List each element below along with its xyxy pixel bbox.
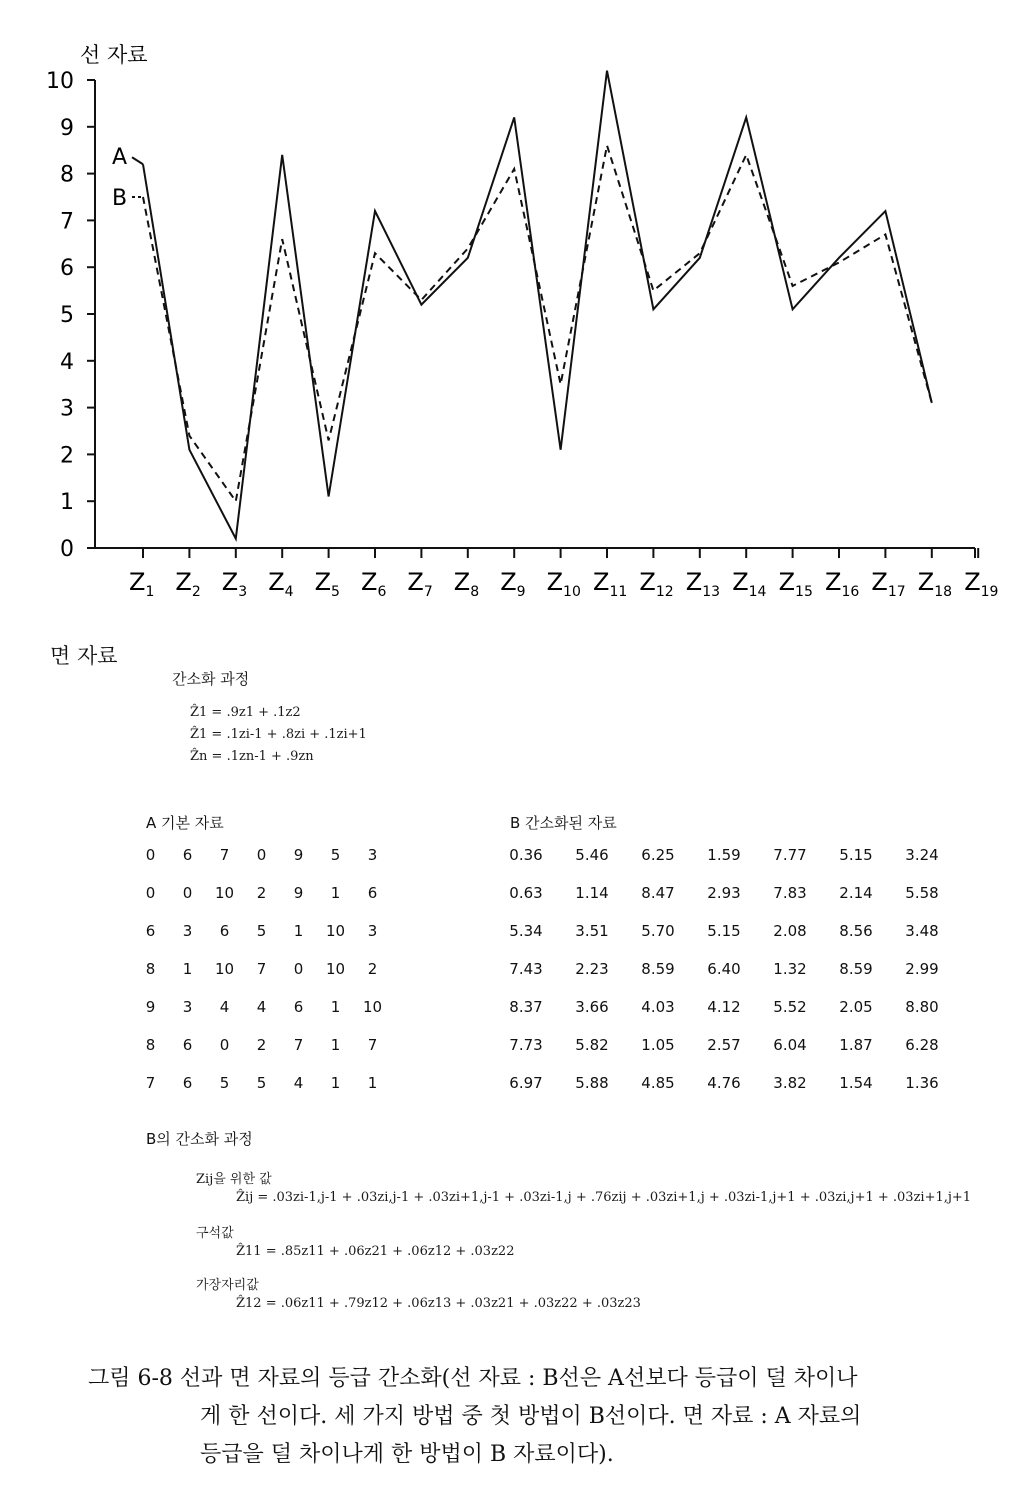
x-tick-label: $Z_{14}$ [732, 568, 767, 600]
corner-formula: Ẑ11 = .85z11 + .06z21 + .06z12 + .03z22 [236, 1244, 515, 1259]
table-a-cell: 1 [367, 1074, 378, 1092]
table-a-cell: 3 [182, 998, 193, 1016]
y-tick-label: 8 [60, 162, 74, 188]
y-tick-label: 9 [60, 115, 74, 141]
table-b-cell: 0.63 [509, 884, 543, 902]
table-a-cell: 0 [293, 960, 304, 978]
table-b-row [493, 950, 955, 988]
table-b-cell: 6.28 [905, 1036, 939, 1054]
table-b-row [493, 1026, 955, 1064]
table-a-cell: 1 [330, 1036, 341, 1054]
series-label-b: B [112, 186, 128, 211]
x-tick-label: $Z_7$ [407, 568, 433, 600]
table-b-cell: 5.58 [905, 884, 939, 902]
table-a-cell: 6 [367, 884, 378, 902]
table-a-cell: 5 [256, 1074, 267, 1092]
table-a-cell: 9 [293, 884, 304, 902]
table-a-row [132, 1064, 391, 1102]
table-a-row [132, 1026, 391, 1064]
y-axis-label: 선 자료 [80, 43, 148, 67]
table-b-cell: 8.47 [641, 884, 675, 902]
x-tick-label: $Z_{17}$ [871, 568, 906, 600]
x-tick-label: $Z_6$ [361, 568, 387, 600]
table-b-cell: 4.85 [641, 1074, 675, 1092]
series-line-A [143, 71, 932, 539]
x-tick-label: $Z_{18}$ [917, 568, 953, 600]
table-b-cell: 8.56 [839, 922, 873, 940]
y-tick-label: 5 [60, 303, 74, 328]
table-b-cell: 2.99 [905, 960, 939, 978]
table-a-cell: 1 [330, 1074, 341, 1092]
table-a-cell: 4 [219, 998, 230, 1016]
table-a-cell: 7 [367, 1036, 378, 1054]
process-formula: Ẑ1 = .1zi-1 + .8zi + .1zi+1 [190, 727, 367, 742]
x-tick-label: $Z_9$ [500, 568, 526, 600]
line-chart [0, 0, 1022, 630]
table-b-cell: 7.83 [773, 884, 807, 902]
table-a-cell: 0 [182, 884, 193, 902]
table-a-cell: 1 [330, 884, 341, 902]
table-a-cell: 5 [219, 1074, 230, 1092]
table-a-cell: 10 [325, 922, 346, 940]
area-data-heading: 면 자료 [50, 644, 118, 668]
table-b-cell: 2.14 [839, 884, 873, 902]
table-b-row [493, 912, 955, 950]
series-label-a-leader [132, 157, 143, 164]
table-b-cell: 5.70 [641, 922, 675, 940]
caption-line: 그림 6-8 선과 면 자료의 등급 간소화(선 자료 : B선은 A선보다 등급이 덜 차이나 [88, 1366, 858, 1391]
x-tick-label: $Z_8$ [453, 568, 480, 600]
x-tick-label: $Z_2$ [175, 568, 201, 600]
table-a-cell: 3 [367, 922, 378, 940]
table-a-cell: 6 [182, 1036, 193, 1054]
table-a-row [132, 874, 391, 912]
table-a-cell: 6 [182, 846, 193, 864]
x-tick-label: $Z_4$ [268, 568, 294, 600]
b-process-title: B의 간소화 과정 [146, 1130, 253, 1148]
x-tick-label: $Z_{19}$ [964, 568, 999, 600]
table-b-cell: 1.54 [839, 1074, 873, 1092]
table-b-cell: 8.80 [905, 998, 939, 1016]
table-b-cell: 2.57 [707, 1036, 741, 1054]
table-b-cell: 4.03 [641, 998, 675, 1016]
y-tick-label: 0 [60, 537, 74, 562]
table-b-row [493, 836, 955, 874]
y-tick-label: 7 [60, 209, 74, 235]
table-b-cell: 6.25 [641, 846, 675, 864]
table-b-cell: 5.88 [575, 1074, 609, 1092]
process-formulas [190, 702, 367, 768]
x-tick-label: $Z_{13}$ [685, 568, 721, 600]
table-a-cell: 10 [214, 884, 235, 902]
table-a-cell: 7 [256, 960, 267, 978]
caption-line: 게 한 선이다. 세 가지 방법 중 첫 방법이 B선이다. 면 자료 : A 자료의 [200, 1404, 862, 1429]
table-b [493, 836, 955, 1102]
table-a-row [132, 950, 391, 988]
process-formula: Ẑn = .1zn-1 + .9zn [190, 749, 314, 764]
y-tick-label: 4 [60, 349, 74, 375]
table-a [132, 836, 391, 1102]
x-tick-label: $Z_1$ [129, 568, 155, 600]
zij-formula: Ẑij = .03zi-1,j-1 + .03zi,j-1 + .03zi+1,j-1 + .03zi-1,j + .76zij + .03zi+1,j + .03zi-1,j+1 + .03zi,j+1 + .03zi+1,j+1 [236, 1190, 972, 1205]
series-label-a: A [112, 145, 128, 171]
table-b-cell: 7.43 [509, 960, 543, 978]
table-a-cell: 9 [145, 998, 156, 1016]
table-a-cell: 10 [214, 960, 235, 978]
table-b-cell: 2.23 [575, 960, 609, 978]
table-b-cell: 4.76 [707, 1074, 741, 1092]
process-title: 간소화 과정 [172, 670, 250, 688]
table-b-cell: 1.14 [575, 884, 609, 902]
table-b-cell: 2.93 [707, 884, 741, 902]
table-b-cell: 7.77 [773, 846, 807, 864]
table-b-cell: 1.32 [773, 960, 807, 978]
table-a-cell: 10 [325, 960, 346, 978]
table-b-cell: 5.15 [839, 846, 873, 864]
table-a-cell: 8 [145, 960, 156, 978]
table-b-cell: 1.36 [905, 1074, 939, 1092]
table-b-row [493, 874, 955, 912]
table-b-cell: 6.97 [509, 1074, 543, 1092]
table-b-cell: 3.66 [575, 998, 609, 1016]
table-a-cell: 0 [145, 846, 156, 864]
table-b-cell: 2.08 [773, 922, 807, 940]
table-a-cell: 0 [256, 846, 267, 864]
y-tick-label: 10 [46, 69, 74, 94]
table-a-cell: 2 [256, 1036, 267, 1054]
table-b-cell: 5.46 [575, 846, 609, 864]
table-a-cell: 6 [219, 922, 230, 940]
table-b-cell: 1.05 [641, 1036, 675, 1054]
table-a-cell: 7 [293, 1036, 304, 1054]
table-b-cell: 6.40 [707, 960, 741, 978]
table-a-cell: 7 [219, 846, 230, 864]
table-a-row [132, 988, 391, 1026]
table-b-cell: 5.52 [773, 998, 807, 1016]
x-tick-label: $Z_3$ [221, 568, 248, 600]
table-b-cell: 3.82 [773, 1074, 807, 1092]
table-b-cell: 7.73 [509, 1036, 543, 1054]
table-b-row [493, 1064, 955, 1102]
table-b-cell: 8.59 [641, 960, 675, 978]
table-a-cell: 6 [145, 922, 156, 940]
table-a-cell: 4 [293, 1074, 304, 1092]
figure-caption [88, 1360, 861, 1474]
table-b-cell: 3.51 [575, 922, 609, 940]
table-a-cell: 9 [293, 846, 304, 864]
table-a-cell: 3 [367, 846, 378, 864]
table-a-cell: 2 [367, 960, 378, 978]
table-b-cell: 3.24 [905, 846, 939, 864]
table-b-cell: 0.36 [509, 846, 543, 864]
table-a-cell: 1 [330, 998, 341, 1016]
table-a-cell: 7 [145, 1074, 156, 1092]
edge-formula: Ẑ12 = .06z11 + .79z12 + .06z13 + .03z21 + .03z22 + .03z23 [236, 1296, 641, 1311]
y-tick-label: 3 [60, 396, 74, 422]
corner-label: 구석값 [196, 1226, 234, 1241]
table-a-cell: 6 [182, 1074, 193, 1092]
x-tick-label: $Z_{10}$ [546, 568, 581, 600]
caption-line: 등급을 덜 차이나게 한 방법이 B 자료이다). [200, 1442, 614, 1467]
x-tick-label: $Z_{12}$ [639, 568, 674, 600]
table-b-cell: 3.48 [905, 922, 939, 940]
table-b-cell: 5.82 [575, 1036, 609, 1054]
table-a-cell: 5 [256, 922, 267, 940]
table-b-cell: 8.37 [509, 998, 543, 1016]
zij-label: Zij을 위한 값 [196, 1172, 272, 1187]
table-b-cell: 6.04 [773, 1036, 807, 1054]
table-b-cell: 4.12 [707, 998, 741, 1016]
y-tick-label: 6 [60, 256, 74, 282]
table-a-cell: 1 [293, 922, 304, 940]
table-a-cell: 3 [182, 922, 193, 940]
table-a-cell: 0 [219, 1036, 230, 1054]
table-a-title: A 기본 자료 [146, 814, 224, 832]
edge-label: 가장자리값 [196, 1278, 259, 1293]
table-b-cell: 1.59 [707, 846, 741, 864]
x-tick-label: $Z_5$ [314, 568, 340, 600]
x-tick-label: $Z_{11}$ [593, 568, 628, 600]
table-a-cell: 6 [293, 998, 304, 1016]
table-b-cell: 5.15 [707, 922, 741, 940]
table-a-row [132, 836, 391, 874]
table-b-cell: 1.87 [839, 1036, 873, 1054]
table-a-cell: 1 [182, 960, 193, 978]
table-b-cell: 8.59 [839, 960, 873, 978]
x-tick-label: $Z_{15}$ [778, 568, 813, 600]
table-a-cell: 8 [145, 1036, 156, 1054]
table-b-cell: 2.05 [839, 998, 873, 1016]
table-a-cell: 2 [256, 884, 267, 902]
table-a-cell: 5 [330, 846, 341, 864]
table-b-cell: 5.34 [509, 922, 543, 940]
table-b-row [493, 988, 955, 1026]
table-a-cell: 0 [145, 884, 156, 902]
table-a-cell: 10 [362, 998, 383, 1016]
x-tick-label: $Z_{16}$ [825, 568, 860, 600]
process-formula: Ẑ1 = .9z1 + .1z2 [190, 705, 301, 720]
table-b-title: B 간소화된 자료 [510, 814, 617, 832]
table-a-row [132, 912, 391, 950]
table-a-cell: 4 [256, 998, 267, 1016]
y-tick-label: 1 [60, 490, 74, 516]
y-tick-label: 2 [60, 443, 74, 469]
